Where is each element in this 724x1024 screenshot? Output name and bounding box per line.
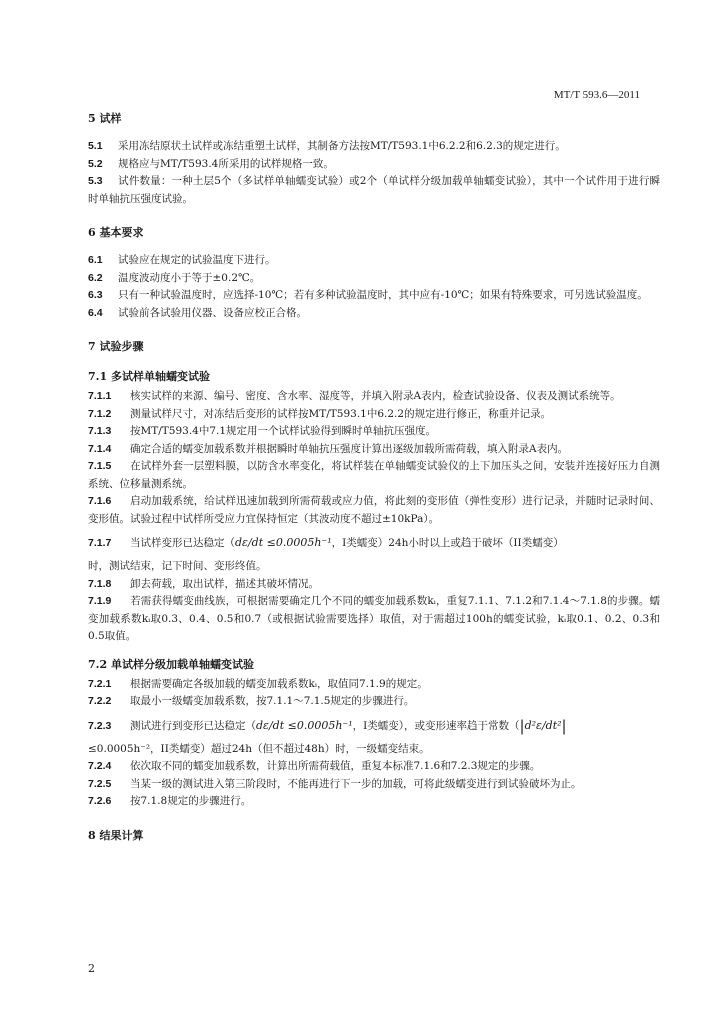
clause-7-2-3: 7.2.3 测试进行到变形已达稳定（dε/dt ≤0.0005h⁻¹，I类蠕变），或变形速率趋于常数（|d²ε/dt²| (88, 716, 567, 735)
clause-7-2-4: 7.2.4 依次取不同的蠕变加载系数，计算出所需荷载值，重复本标准7.1.6和7.2.3规定的步骤。 (88, 760, 541, 772)
section-8-heading: 8 结果计算 (88, 828, 144, 842)
section-7-2-heading: 7.2 单试样分级加载单轴蠕变试验 (88, 657, 254, 671)
section-7-1-heading: 7.1 多试样单轴蠕变试验 (88, 370, 210, 383)
clause-6-3: 6.3 只有一种试验温度时，应选择-10℃；若有多种试验温度时，其中应有-10℃；如果有特殊要求，可另选试验温度。 (88, 289, 648, 301)
clause-7-2-2: 7.2.2 取最小一级蠕变加载系数，按7.1.1～7.1.5规定的步骤进行。 (88, 695, 415, 707)
clause-7-2-3-cont: ≤0.0005h⁻²，II类蠕变）超过24h（但不超过48h）时，一级蠕变结束。 (88, 742, 430, 755)
clause-6-1: 6.1 试验应在规定的试验温度下进行。 (88, 254, 276, 266)
section-7-heading: 7 试验步骤 (88, 340, 144, 353)
clause-7-1-4: 7.1.4 确定合适的蠕变加载系数并根据瞬时单轴抗压强度计算出逐级加载所需荷载，填入附录A表内。 (88, 442, 569, 455)
clause-6-2: 6.2 温度波动度小于等于±0.2℃。 (88, 271, 261, 284)
creep-rate-formula-2: dε/dt ≤0.0005h⁻¹ (256, 718, 353, 732)
section-6-heading: 6 基本要求 (88, 226, 144, 239)
clause-7-1-3: 7.1.3 按MT/T593.4中7.1规定用一个试样试验得到瞬时单轴抗压强度。 (88, 425, 437, 437)
section-5-heading: 5 试样 (88, 112, 122, 125)
clause-7-2-6: 7.2.6 按7.1.8规定的步骤进行。 (88, 795, 252, 807)
document-body (88, 108, 660, 847)
clause-7-1-6: 7.1.6 启动加载系统，给试样迅速加载到所需荷载或应力值，将此刻的变形值（弹性变形）进行记录，并随时记录时间、变形值。试验过程中试样所受应力宜保持恒定（其波动度不超过±10kPa）。 (88, 495, 660, 525)
clause-7-1-9: 7.1.9 若需获得蠕变曲线族，可根据需要确定几个不同的蠕变加载系数kᵢ，重复7.1.1、7.1.2和7.1.4～7.1.8的步骤。蠕变加载系数kᵢ取0.3、0.4、0.5和0.7（或根据试验需要选择）取值，对于需超过100h的蠕变试验，kᵢ取0.1、0.2、0.3和0.5取值。 (88, 595, 660, 642)
page-number: 2 (88, 962, 95, 975)
clause-6-4: 6.4 试验前各试验用仪器、设备应校正合格。 (88, 306, 307, 319)
clause-5-1: 5.1 采用冻结原状土试样或冻结重塑土试样，其制备方法按MT/T593.1中6.2.2和6.2.3的规定进行。 (88, 140, 566, 152)
clause-5-3: 5.3 试件数量：一种土层5个（多试样单轴蠕变试验）或2个（单试样分级加载单轴蠕变试验），其中一个试件用于进行瞬时单轴抗压强度试验。 (88, 175, 660, 205)
standard-code: MT/T 593.6—2011 (553, 89, 640, 101)
clause-7-1-1: 7.1.1 核实试样的来源、编号、密度、含水率、湿度等，并填入附录A表内，检查试验设备、仪表及测试系统等。 (88, 390, 621, 402)
clause-7-2-5: 7.2.5 当某一级的测试进入第三阶段时，不能再进行下一步的加载，可将此级蠕变进行到试验破坏为止。 (88, 777, 582, 790)
clause-5-2: 5.2 规格应与MT/T593.4所采用的试样规格一致。 (88, 157, 334, 170)
creep-rate-formula: dε/dt ≤0.0005h⁻¹ (235, 536, 332, 549)
clause-7-1-2: 7.1.2 测量试样尺寸，对冻结后变形的试样按MT/T593.1中6.2.2的规定进行修正，称重并记录。 (88, 407, 552, 420)
clause-7-1-7: 7.1.7 当试样变形已达稳定（dε/dt ≤0.0005h⁻¹，I类蠕变）24h小时以上或趋于破坏（II类蠕变） (88, 536, 564, 549)
second-derivative-formula: d²ε/dt² (524, 718, 562, 732)
clause-7-1-7-cont: 时，测试结束，记下时间、变形终值。 (88, 560, 267, 572)
clause-7-2-1: 7.2.1 根据需要确定各级加载的蠕变加载系数kᵢ，取值同7.1.9的规定。 (88, 677, 428, 690)
clause-7-1-5: 7.1.5 在试样外套一层塑料膜，以防含水率变化，将试样装在单轴蠕变试验仪的上下加压头之间，安装并连接好压力自测系统、位移量测系统。 (88, 460, 660, 490)
clause-7-1-8: 7.1.8 卸去荷载，取出试样，描述其破坏情况。 (88, 577, 319, 590)
